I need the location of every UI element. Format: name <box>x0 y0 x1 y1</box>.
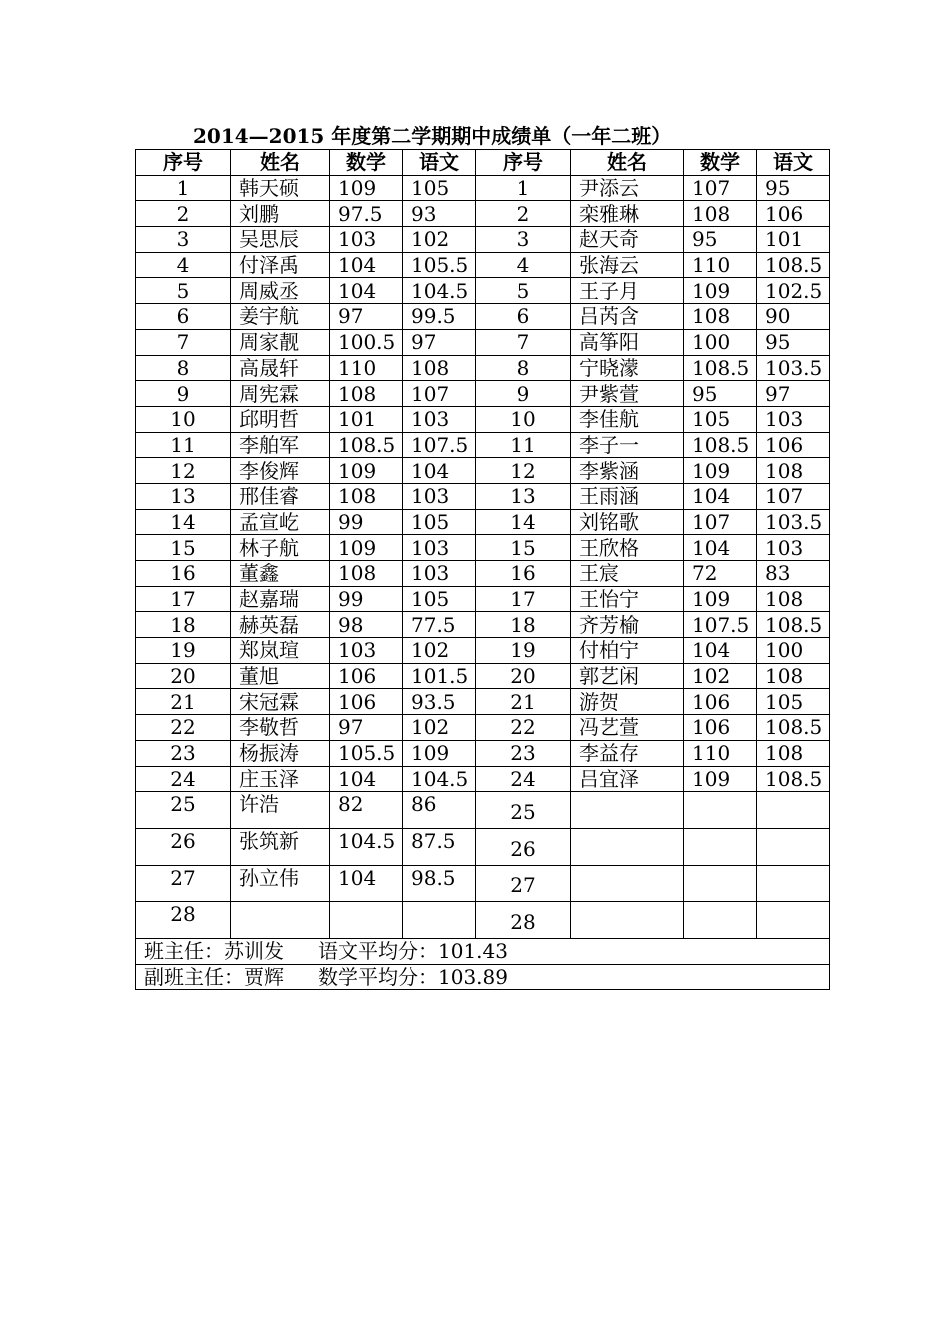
right-name-cell: 栾雅琳 <box>571 201 684 227</box>
right-chinese-cell: 83 <box>757 561 830 587</box>
table-row <box>136 304 830 330</box>
left-name-cell: 邢佳睿 <box>231 483 330 509</box>
left-math-cell: 101 <box>330 406 403 432</box>
left-seq-cell: 2 <box>136 201 231 227</box>
table-row <box>136 561 830 587</box>
right-seq-cell: 3 <box>476 227 571 253</box>
right-seq-cell: 28 <box>476 902 571 939</box>
left-name-cell: 李敬哲 <box>231 715 330 741</box>
left-chinese-cell: 93.5 <box>403 689 476 715</box>
right-name-cell: 王子月 <box>571 278 684 304</box>
right-seq-cell: 19 <box>476 638 571 664</box>
left-chinese-cell: 102 <box>403 638 476 664</box>
right-chinese-cell: 90 <box>757 304 830 330</box>
left-math-cell: 104 <box>330 252 403 278</box>
right-seq-cell: 15 <box>476 535 571 561</box>
left-seq-cell: 1 <box>136 175 231 201</box>
right-seq-cell: 6 <box>476 304 571 330</box>
left-name-cell: 李俊辉 <box>231 458 330 484</box>
table-row <box>136 355 830 381</box>
left-seq-cell: 25 <box>136 792 231 829</box>
right-chinese-cell: 108.5 <box>757 715 830 741</box>
left-seq-cell: 9 <box>136 381 231 407</box>
left-chinese-cell: 107 <box>403 381 476 407</box>
right-math-cell: 102 <box>684 663 757 689</box>
right-name-cell: 吕芮含 <box>571 304 684 330</box>
left-name-cell <box>231 902 330 939</box>
right-name-cell: 吕宜泽 <box>571 766 684 792</box>
header-row <box>136 150 830 176</box>
left-chinese-cell: 102 <box>403 227 476 253</box>
right-seq-cell: 5 <box>476 278 571 304</box>
header-math-left: 数学 <box>330 150 403 176</box>
table-row <box>136 792 830 829</box>
right-chinese-cell <box>757 792 830 829</box>
right-name-cell: 李益存 <box>571 740 684 766</box>
right-name-cell: 王宸 <box>571 561 684 587</box>
right-name-cell: 齐芳榆 <box>571 612 684 638</box>
left-chinese-cell <box>403 902 476 939</box>
table-row <box>136 175 830 201</box>
right-seq-cell: 21 <box>476 689 571 715</box>
left-math-cell: 109 <box>330 175 403 201</box>
left-name-cell: 宋冠霖 <box>231 689 330 715</box>
left-math-cell: 110 <box>330 355 403 381</box>
right-math-cell: 108.5 <box>684 355 757 381</box>
footer-row-2 <box>136 964 830 990</box>
right-chinese-cell: 95 <box>757 329 830 355</box>
left-chinese-cell: 99.5 <box>403 304 476 330</box>
right-seq-cell: 2 <box>476 201 571 227</box>
left-name-cell: 付泽禹 <box>231 252 330 278</box>
right-math-cell <box>684 902 757 939</box>
right-math-cell: 104 <box>684 535 757 561</box>
left-chinese-cell: 103 <box>403 406 476 432</box>
right-name-cell: 赵天奇 <box>571 227 684 253</box>
right-name-cell: 李佳航 <box>571 406 684 432</box>
right-name-cell: 王雨涵 <box>571 483 684 509</box>
left-math-cell: 103 <box>330 638 403 664</box>
right-name-cell: 郭艺闲 <box>571 663 684 689</box>
left-name-cell: 刘鹏 <box>231 201 330 227</box>
right-chinese-cell <box>757 828 830 865</box>
left-seq-cell: 18 <box>136 612 231 638</box>
left-math-cell: 99 <box>330 509 403 535</box>
right-math-cell <box>684 828 757 865</box>
left-chinese-cell: 101.5 <box>403 663 476 689</box>
right-chinese-cell <box>757 902 830 939</box>
right-chinese-cell: 103 <box>757 535 830 561</box>
right-name-cell: 付柏宁 <box>571 638 684 664</box>
left-chinese-cell: 87.5 <box>403 828 476 865</box>
left-math-cell: 109 <box>330 535 403 561</box>
table-row <box>136 535 830 561</box>
right-name-cell <box>571 792 684 829</box>
left-name-cell: 姜宇航 <box>231 304 330 330</box>
right-seq-cell: 22 <box>476 715 571 741</box>
right-seq-cell: 17 <box>476 586 571 612</box>
table-row <box>136 902 830 939</box>
right-name-cell: 尹添云 <box>571 175 684 201</box>
left-seq-cell: 4 <box>136 252 231 278</box>
right-chinese-cell: 95 <box>757 175 830 201</box>
footer-cell-2 <box>136 964 830 990</box>
table-row <box>136 227 830 253</box>
left-math-cell: 104 <box>330 766 403 792</box>
left-seq-cell: 5 <box>136 278 231 304</box>
table-row <box>136 715 830 741</box>
left-math-cell: 104.5 <box>330 828 403 865</box>
left-math-cell: 97 <box>330 715 403 741</box>
footer-row-1 <box>136 938 830 964</box>
right-chinese-cell: 103 <box>757 406 830 432</box>
right-seq-cell: 11 <box>476 432 571 458</box>
right-seq-cell: 1 <box>476 175 571 201</box>
right-math-cell: 100 <box>684 329 757 355</box>
right-math-cell: 106 <box>684 715 757 741</box>
right-name-cell: 高筝阳 <box>571 329 684 355</box>
left-math-cell: 106 <box>330 689 403 715</box>
table-row <box>136 406 830 432</box>
left-chinese-cell: 105.5 <box>403 252 476 278</box>
right-chinese-cell <box>757 865 830 902</box>
right-seq-cell: 25 <box>476 792 571 829</box>
header-name-right: 姓名 <box>571 150 684 176</box>
table-row <box>136 201 830 227</box>
right-seq-cell: 14 <box>476 509 571 535</box>
left-math-cell: 98 <box>330 612 403 638</box>
left-chinese-cell: 107.5 <box>403 432 476 458</box>
left-name-cell: 庄玉泽 <box>231 766 330 792</box>
right-name-cell: 冯艺萱 <box>571 715 684 741</box>
right-chinese-cell: 107 <box>757 483 830 509</box>
left-chinese-cell: 103 <box>403 561 476 587</box>
table-row <box>136 586 830 612</box>
left-math-cell: 99 <box>330 586 403 612</box>
right-chinese-cell: 103.5 <box>757 355 830 381</box>
right-math-cell: 104 <box>684 638 757 664</box>
left-chinese-cell: 109 <box>403 740 476 766</box>
right-math-cell: 107.5 <box>684 612 757 638</box>
left-math-cell: 108 <box>330 483 403 509</box>
left-seq-cell: 28 <box>136 902 231 939</box>
left-math-cell: 104 <box>330 278 403 304</box>
table-row <box>136 432 830 458</box>
left-chinese-cell: 103 <box>403 483 476 509</box>
right-math-cell: 106 <box>684 689 757 715</box>
table-row <box>136 278 830 304</box>
left-name-cell: 杨振涛 <box>231 740 330 766</box>
header-chinese-right: 语文 <box>757 150 830 176</box>
left-name-cell: 高晟轩 <box>231 355 330 381</box>
header-seq-right: 序号 <box>476 150 571 176</box>
right-math-cell: 108.5 <box>684 432 757 458</box>
right-chinese-cell: 108 <box>757 740 830 766</box>
left-name-cell: 周威丞 <box>231 278 330 304</box>
table-row <box>136 689 830 715</box>
table-row <box>136 381 830 407</box>
right-math-cell: 95 <box>684 227 757 253</box>
right-seq-cell: 18 <box>476 612 571 638</box>
right-chinese-cell: 106 <box>757 201 830 227</box>
right-name-cell: 李紫涵 <box>571 458 684 484</box>
left-math-cell: 100.5 <box>330 329 403 355</box>
left-seq-cell: 20 <box>136 663 231 689</box>
table-row <box>136 458 830 484</box>
left-chinese-cell: 108 <box>403 355 476 381</box>
left-name-cell: 许浩 <box>231 792 330 829</box>
right-chinese-cell: 108.5 <box>757 612 830 638</box>
left-name-cell: 赫英磊 <box>231 612 330 638</box>
table-row <box>136 509 830 535</box>
right-name-cell: 刘铭歌 <box>571 509 684 535</box>
left-seq-cell: 22 <box>136 715 231 741</box>
left-seq-cell: 15 <box>136 535 231 561</box>
left-math-cell: 97 <box>330 304 403 330</box>
right-name-cell: 李子一 <box>571 432 684 458</box>
left-seq-cell: 21 <box>136 689 231 715</box>
right-math-cell: 107 <box>684 175 757 201</box>
header-chinese-left: 语文 <box>403 150 476 176</box>
right-chinese-cell: 102.5 <box>757 278 830 304</box>
right-seq-cell: 23 <box>476 740 571 766</box>
right-chinese-cell: 100 <box>757 638 830 664</box>
left-math-cell: 108.5 <box>330 432 403 458</box>
left-seq-cell: 14 <box>136 509 231 535</box>
right-name-cell: 王怡宁 <box>571 586 684 612</box>
left-seq-cell: 23 <box>136 740 231 766</box>
left-chinese-cell: 104.5 <box>403 278 476 304</box>
left-name-cell: 赵嘉瑞 <box>231 586 330 612</box>
left-chinese-cell: 105 <box>403 586 476 612</box>
right-math-cell: 110 <box>684 740 757 766</box>
right-name-cell <box>571 828 684 865</box>
left-chinese-cell: 98.5 <box>403 865 476 902</box>
left-seq-cell: 24 <box>136 766 231 792</box>
left-math-cell <box>330 902 403 939</box>
left-math-cell: 103 <box>330 227 403 253</box>
grades-table <box>135 149 830 990</box>
right-seq-cell: 16 <box>476 561 571 587</box>
right-seq-cell: 8 <box>476 355 571 381</box>
right-seq-cell: 13 <box>476 483 571 509</box>
left-math-cell: 104 <box>330 865 403 902</box>
right-seq-cell: 20 <box>476 663 571 689</box>
right-math-cell: 109 <box>684 458 757 484</box>
left-chinese-cell: 97 <box>403 329 476 355</box>
right-chinese-cell: 108 <box>757 586 830 612</box>
table-row <box>136 766 830 792</box>
left-chinese-cell: 93 <box>403 201 476 227</box>
page-title: 2014—2015 年度第二学期期中成绩单（一年二班） <box>193 124 672 148</box>
left-name-cell: 周宪霖 <box>231 381 330 407</box>
left-seq-cell: 8 <box>136 355 231 381</box>
right-math-cell: 105 <box>684 406 757 432</box>
left-seq-cell: 12 <box>136 458 231 484</box>
left-math-cell: 109 <box>330 458 403 484</box>
left-seq-cell: 26 <box>136 828 231 865</box>
left-name-cell: 张筑新 <box>231 828 330 865</box>
right-name-cell: 王欣格 <box>571 535 684 561</box>
right-math-cell: 95 <box>684 381 757 407</box>
left-seq-cell: 11 <box>136 432 231 458</box>
right-math-cell: 109 <box>684 278 757 304</box>
left-name-cell: 李舶军 <box>231 432 330 458</box>
table-row <box>136 663 830 689</box>
math-average: 数学平均分：103.89 <box>318 964 508 989</box>
left-math-cell: 97.5 <box>330 201 403 227</box>
left-math-cell: 106 <box>330 663 403 689</box>
right-name-cell <box>571 865 684 902</box>
table-row <box>136 638 830 664</box>
deputy-teacher: 副班主任：贾辉 <box>144 964 284 989</box>
right-seq-cell: 9 <box>476 381 571 407</box>
left-math-cell: 108 <box>330 381 403 407</box>
left-name-cell: 孙立伟 <box>231 865 330 902</box>
right-math-cell: 107 <box>684 509 757 535</box>
right-chinese-cell: 105 <box>757 689 830 715</box>
right-chinese-cell: 108.5 <box>757 766 830 792</box>
left-name-cell: 吴思辰 <box>231 227 330 253</box>
table-row <box>136 740 830 766</box>
left-seq-cell: 13 <box>136 483 231 509</box>
right-name-cell: 张海云 <box>571 252 684 278</box>
right-math-cell: 109 <box>684 766 757 792</box>
right-seq-cell: 24 <box>476 766 571 792</box>
left-math-cell: 82 <box>330 792 403 829</box>
left-chinese-cell: 105 <box>403 175 476 201</box>
table-row <box>136 252 830 278</box>
header-seq-left: 序号 <box>136 150 231 176</box>
right-name-cell <box>571 902 684 939</box>
right-chinese-cell: 97 <box>757 381 830 407</box>
left-seq-cell: 16 <box>136 561 231 587</box>
left-name-cell: 邱明哲 <box>231 406 330 432</box>
table-row <box>136 865 830 902</box>
right-chinese-cell: 103.5 <box>757 509 830 535</box>
left-seq-cell: 6 <box>136 304 231 330</box>
left-chinese-cell: 103 <box>403 535 476 561</box>
left-seq-cell: 7 <box>136 329 231 355</box>
left-chinese-cell: 86 <box>403 792 476 829</box>
right-math-cell: 72 <box>684 561 757 587</box>
left-seq-cell: 19 <box>136 638 231 664</box>
footer-cell-1 <box>136 938 830 964</box>
left-seq-cell: 3 <box>136 227 231 253</box>
right-chinese-cell: 106 <box>757 432 830 458</box>
head-teacher: 班主任：苏训发 <box>144 939 284 964</box>
left-seq-cell: 10 <box>136 406 231 432</box>
right-math-cell <box>684 865 757 902</box>
left-math-cell: 105.5 <box>330 740 403 766</box>
table-row <box>136 828 830 865</box>
left-name-cell: 郑岚瑄 <box>231 638 330 664</box>
right-seq-cell: 10 <box>476 406 571 432</box>
right-seq-cell: 4 <box>476 252 571 278</box>
right-name-cell: 尹紫萱 <box>571 381 684 407</box>
left-chinese-cell: 104.5 <box>403 766 476 792</box>
right-seq-cell: 12 <box>476 458 571 484</box>
left-name-cell: 董鑫 <box>231 561 330 587</box>
left-chinese-cell: 77.5 <box>403 612 476 638</box>
chinese-average: 语文平均分：101.43 <box>318 939 508 964</box>
right-math-cell: 108 <box>684 201 757 227</box>
right-math-cell <box>684 792 757 829</box>
right-math-cell: 109 <box>684 586 757 612</box>
table-row <box>136 329 830 355</box>
right-math-cell: 108 <box>684 304 757 330</box>
right-chinese-cell: 108.5 <box>757 252 830 278</box>
right-seq-cell: 7 <box>476 329 571 355</box>
right-name-cell: 游贺 <box>571 689 684 715</box>
right-chinese-cell: 108 <box>757 663 830 689</box>
left-name-cell: 孟宣屹 <box>231 509 330 535</box>
table-row <box>136 483 830 509</box>
left-chinese-cell: 102 <box>403 715 476 741</box>
header-name-left: 姓名 <box>231 150 330 176</box>
header-math-right: 数学 <box>684 150 757 176</box>
left-name-cell: 韩天硕 <box>231 175 330 201</box>
right-math-cell: 104 <box>684 483 757 509</box>
right-chinese-cell: 101 <box>757 227 830 253</box>
left-seq-cell: 17 <box>136 586 231 612</box>
right-chinese-cell: 108 <box>757 458 830 484</box>
right-seq-cell: 27 <box>476 865 571 902</box>
left-name-cell: 周家靓 <box>231 329 330 355</box>
left-chinese-cell: 104 <box>403 458 476 484</box>
right-seq-cell: 26 <box>476 828 571 865</box>
table-row <box>136 612 830 638</box>
left-name-cell: 董旭 <box>231 663 330 689</box>
left-math-cell: 108 <box>330 561 403 587</box>
right-name-cell: 宁晓濛 <box>571 355 684 381</box>
right-math-cell: 110 <box>684 252 757 278</box>
left-chinese-cell: 105 <box>403 509 476 535</box>
left-seq-cell: 27 <box>136 865 231 902</box>
left-name-cell: 林子航 <box>231 535 330 561</box>
grades-body <box>136 175 830 938</box>
